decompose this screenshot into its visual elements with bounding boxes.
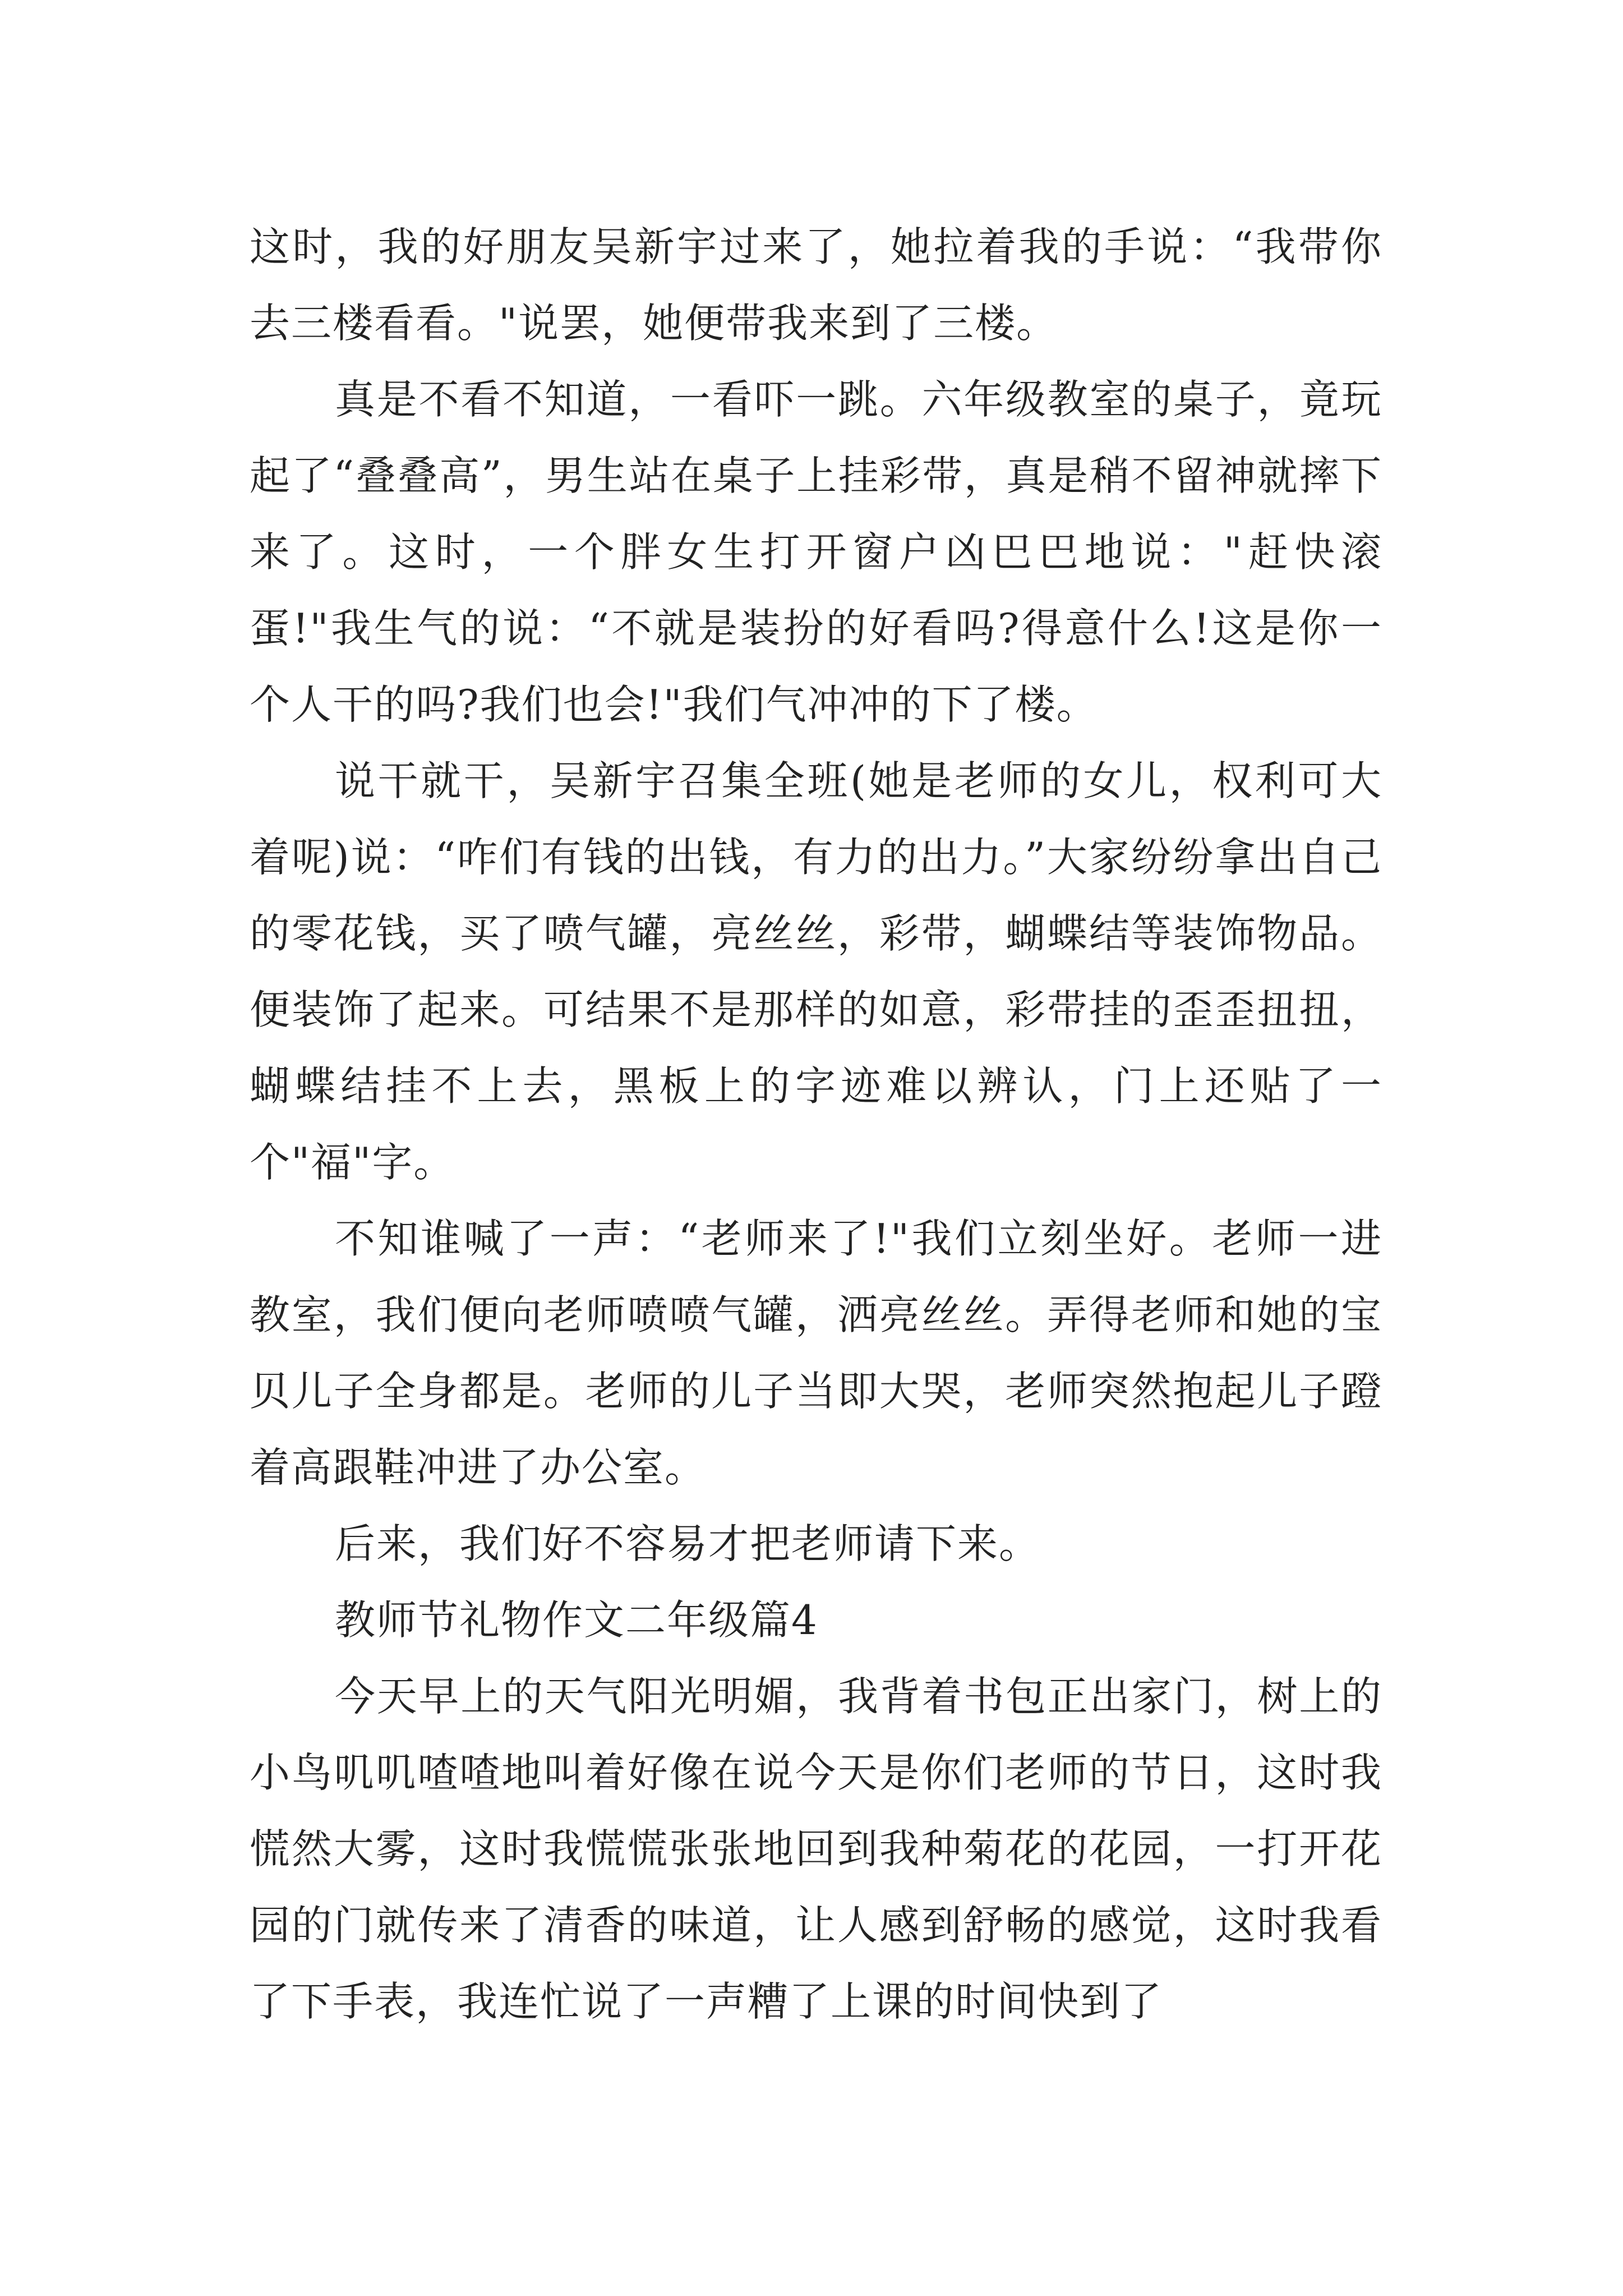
paragraph-6: 今天早上的天气阳光明媚，我背着书包正出家门，树上的小鸟叽叽喳喳地叫着好像在说今天是你们老师的节日，这时我慌然大雾，这时我慌慌张张地回到我种菊花的花园，一打开花园的门就传来了清香的味道，让人感到舒畅的感觉，这时我看了下手表，我连忙说了一声糟了上课的时间快到了 (250, 1673, 1382, 2025)
paragraph-1: 这时，我的好朋友吴新宇过来了，她拉着我的手说：“我带你去三楼看看。"说罢，她便带我来到了三楼。 (250, 223, 1382, 347)
paragraph-5: 后来，我们好不容易才把老师请下来。 (335, 1520, 1041, 1567)
document-body (250, 209, 1382, 2040)
paragraph-2: 真是不看不知道，一看吓一跳。六年级教室的桌子，竟玩起了“叠叠高”，男生站在桌子上挂彩带，真是稍不留神就摔下来了。这时，一个胖女生打开窗户凶巴巴地说："赶快滚蛋!"我生气的说：“不就是装扮的好看吗?得意什么!这是你一个人干的吗?我们也会!"我们气冲冲的下了楼。 (250, 376, 1382, 728)
section-heading: 教师节礼物作文二年级篇4 (335, 1596, 818, 1644)
paragraph-4: 不知谁喊了一声：“老师来了!"我们立刻坐好。老师一进教室，我们便向老师喷喷气罐，洒亮丝丝。弄得老师和她的宝贝儿子全身都是。老师的儿子当即大哭，老师突然抱起儿子蹬着高跟鞋冲进了办公室。 (250, 1215, 1382, 1491)
paragraph-3: 说干就干，吴新宇召集全班(她是老师的女儿，权利可大着呢)说：“咋们有钱的出钱，有力的出力。”大家纷纷拿出自己的零花钱，买了喷气罐，亮丝丝，彩带，蝴蝶结等装饰物品。便装饰了起来。可结果不是那样的如意，彩带挂的歪歪扭扭，蝴蝶结挂不上去，黑板上的字迹难以辨认，门上还贴了一个"福"字。 (250, 757, 1382, 1186)
